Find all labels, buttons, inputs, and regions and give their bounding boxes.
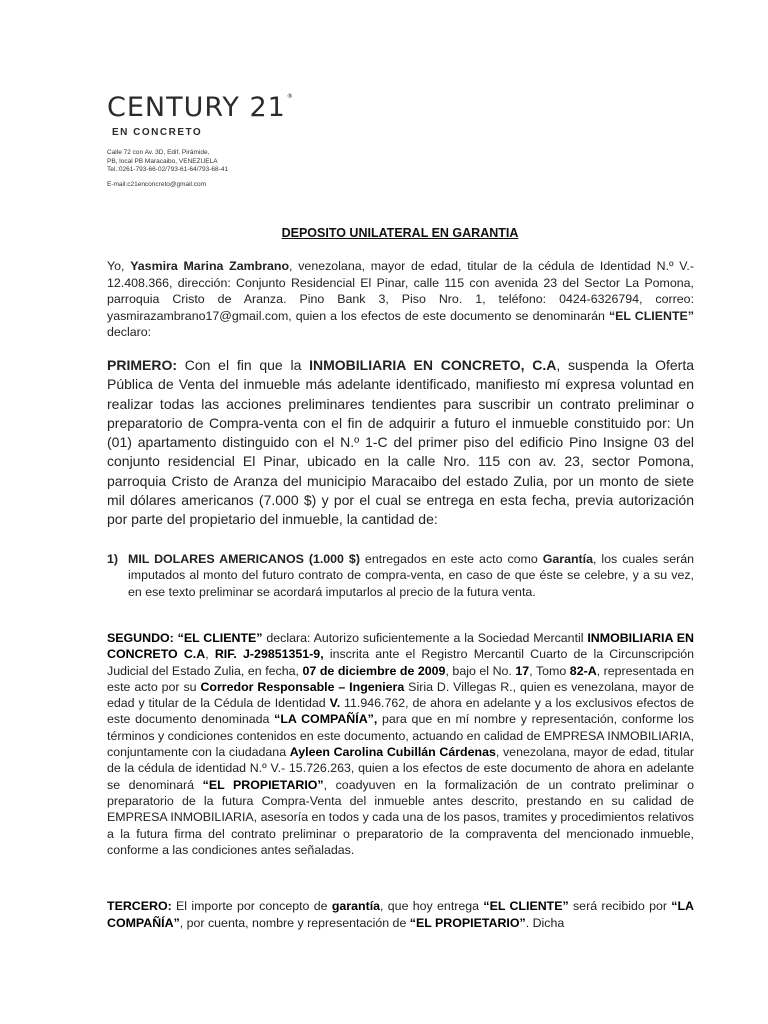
list-item-text [128,551,694,600]
text: , los cuales serán imputados al monto del futuro contrato de compra-venta, en caso de que éste se celebre, y a su vez, en ese texto preliminar se acordará imputarlos al precio de la futura venta. [128,552,695,599]
owner-role: “EL PROPIETARIO” [409,915,526,930]
clause-tercero [107,898,694,931]
registry-date: 07 de diciembre de 2009 [302,663,446,678]
text: , Tomo [529,663,570,678]
text: entregados en este acto como [359,552,543,566]
list-item [107,551,694,600]
text: , [205,647,215,662]
company-name: INMOBILIARIA EN CONCRETO, C.A [309,357,557,373]
office-address [107,149,228,175]
amount: MIL DOLARES AMERICANOS (1.000 $) [128,552,360,566]
text: , por cuenta, nombre y representación de [179,915,410,930]
text: , coadyuven en la formalización de un contrato preliminar o preparatorio de la futura Compra-Venta del inmueble antes descrito, prestando en su calidad de EMPRESA INMOBILIARIA, asesoría en todos y cada una de los pasos, tramites y procedimientos relativos a la futura firma del contrato preliminar o preparatorio de la compraventa del mencionado inmueble, conforme a las condiciones antes señaladas. [107,777,694,857]
company-rif: RIF. J-29851351-9, [214,647,324,662]
keyword-garantia: Garantía [542,552,593,566]
text: , venezolana, mayor de edad, titular de la cédula de identidad N.º V.- 15.726.263, quien a los efectos de este documento de ahora en adelante se denominará [107,745,694,792]
text: , venezolana, mayor de edad, titular de la cédula de Identidad N.º V.- 12.408.366, dirección: Conjunto Residencial El Pinar, calle 115 con avenida 23 del Sector La Pomona, parroquia Cristo de Aranza. Pino Bank 3, Piso Nro. 1, teléfono: 0424-6326794, correo: yasmirazambrano17@gmail.com, quien a los efectos de este documento se denominarán [107,259,694,323]
address-line: Calle 72 con Av. 3D, Edif. Pirámide, [107,149,210,156]
clause-segundo [107,630,694,858]
text: 11.946.762, de ahora en adelante y a los exclusivos efectos de este documento denominada [107,696,694,727]
client-role: “EL CLIENTE” [483,899,569,913]
company-name: INMOBILIARIA EN CONCRETO C.A [107,631,694,662]
text: , representada en este acto por su [107,663,694,694]
text: Siria D. Villegas R., quien es venezolana, mayor de edad y titular de la Cédula de Identidad [107,679,695,711]
intro-paragraph [107,258,694,341]
company-role: “LA COMPAÑÍA”, [274,712,378,727]
phone-line: Tel.:0261-793-66-02/793-61-64/793-68-41 [107,166,229,173]
clause-label: TERCERO: [107,899,172,913]
clause-primero [107,356,694,530]
text: será recibido por [568,899,672,913]
registered-mark: ® [286,93,293,100]
text: Yo, [107,259,131,273]
text: El importe por concepto de [171,899,332,913]
text: , bajo el No. [445,663,516,678]
id-prefix: V. [329,696,341,711]
document-title: DEPOSITO UNILATERAL EN GARANTIA [281,226,519,240]
broker-title: Corredor Responsable – Ingeniera [200,679,405,694]
century21-logo [107,94,293,121]
clause-label: SEGUNDO: [107,631,174,645]
clause-label: PRIMERO: [107,357,177,373]
list-number: 1) [107,552,119,566]
address-line: PB, local PB Maracaibo, VENEZUELA [107,157,218,165]
owner-role: “EL PROPIETARIO” [202,777,324,792]
text: , suspenda la Oferta Pública de Venta del inmueble más adelante identificado, manifiesto mí expresa voluntad en realizar todas las acciones preliminares tendientes para suscribir un contrato preliminar o preparatorio de Compra-venta con el fin de adquirir a futuro el inmueble constituido por: Un (01) apartamento distinguido con el N.º 1-C del primer piso del edificio Pino Insigne 03 del conjunto residencial El Pinar, ubicado en la calle Nro. 115 con av. 23, sector Pomona, parroquia Cristo de Aranza del municipio Maracaibo del estado Zulia, por un monto de siete mil dólares americanos (7.000 $) y por el cual se entrega en esta fecha, previa autorización por parte del propietario del inmueble, la cantidad de: [107,357,695,528]
registry-number: 17 [515,663,530,678]
text: , que hoy entrega [380,899,484,913]
keyword-garantia: garantía [331,899,381,913]
client-name: Yasmira Marina Zambrano [130,259,290,273]
brand-name: CENTURY 21 [107,92,286,123]
company-role: “LA COMPAÑÍA” [107,899,695,930]
office-email: E-mail:c21enconcreto@gmail.com [107,181,207,188]
text: para que en mí nombre y representación, conforme los términos y condiciones contenidos en este documento, actuando en calidad de EMPRESA INMOBILIARIA, conjuntamente con la ciudadana [107,712,695,760]
owner-name: Ayleen Carolina Cubillán Cárdenas [289,745,496,760]
office-name: EN CONCRETO [112,127,203,138]
client-role: “EL CLIENTE” [177,631,263,645]
text: . Dicha [525,915,565,930]
text: declaro: [107,325,152,339]
client-role: “EL CLIENTE” [608,308,694,323]
text: declara: Autorizo suficientemente a la Sociedad Mercantil [262,631,588,645]
text: inscrita ante el Registro Mercantil Cuarto de la Circunscripción Judicial del Estado Zulia, en fecha, [107,647,694,678]
registry-tomo: 82-A [569,663,597,678]
text: Con el fin que la [177,357,310,373]
